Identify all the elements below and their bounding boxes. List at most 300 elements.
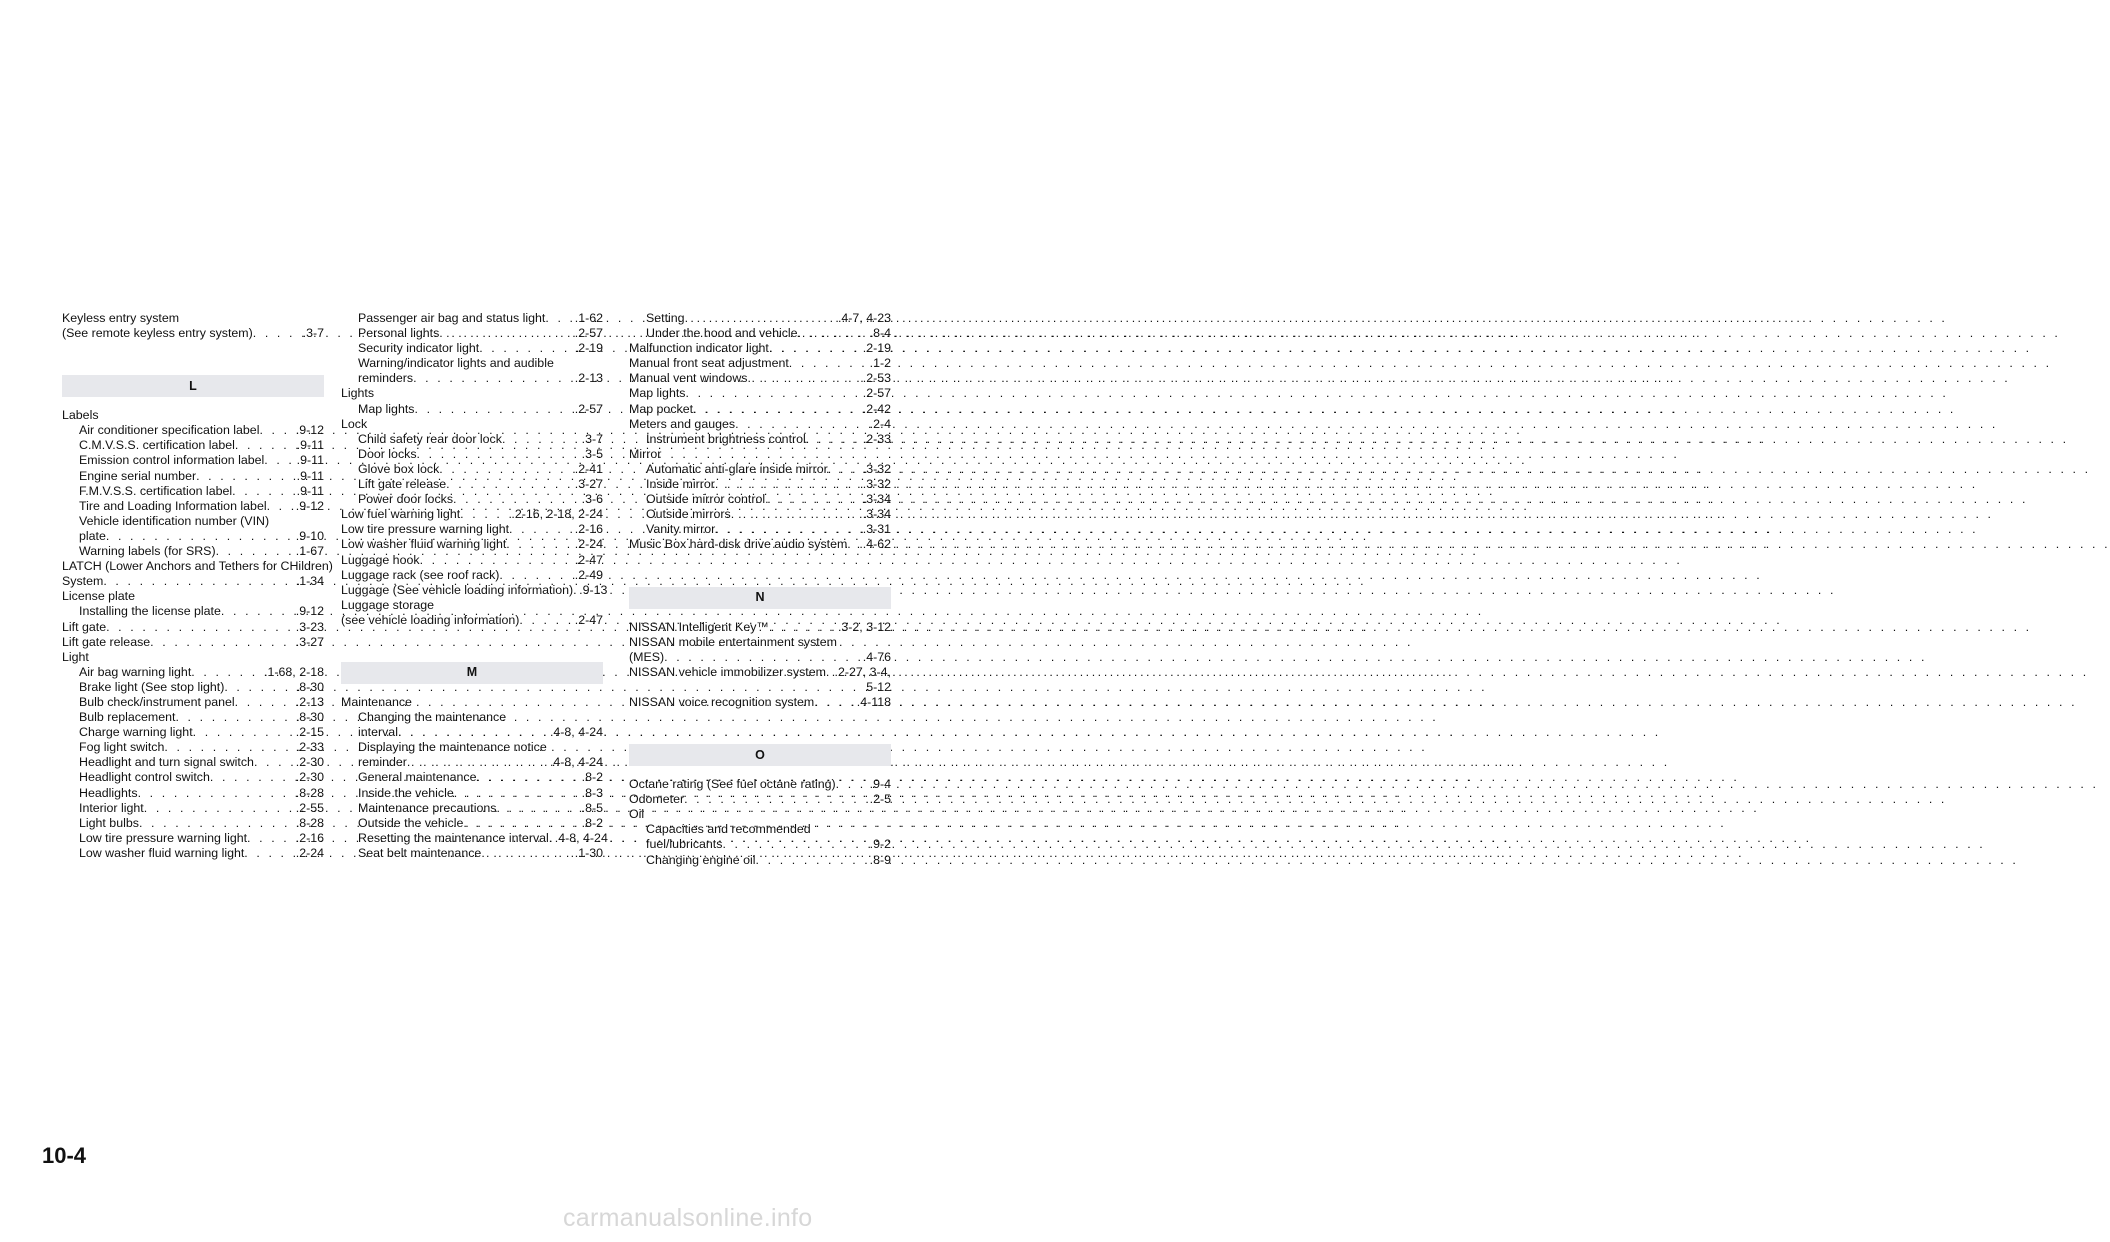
page-reference: .9-11	[296, 483, 324, 498]
index-column-1	[62, 311, 333, 861]
page-reference: .4-62	[862, 537, 891, 552]
entry-text: Maintenance precautions	[358, 800, 497, 815]
index-entry	[341, 402, 603, 417]
index-entry	[629, 837, 891, 852]
index-heading	[62, 514, 324, 529]
index-entry	[341, 816, 603, 831]
entry-text: Luggage storage	[341, 597, 435, 612]
entry-text: Vehicle identification number (VIN)	[79, 513, 270, 528]
entry-text: reminder	[358, 755, 407, 770]
dot-leader	[814, 695, 857, 710]
index-entry	[341, 326, 603, 341]
page-reference: .2-30	[295, 770, 324, 785]
index-entry	[62, 665, 324, 680]
dot-leader	[191, 665, 264, 680]
page-reference: .2-55	[295, 800, 324, 815]
dot-leader	[460, 507, 511, 522]
entry-text: General maintenance	[358, 770, 477, 785]
entry-text: reminders	[358, 371, 414, 386]
page-reference: .2-30	[295, 755, 324, 770]
dot-leader	[506, 537, 574, 552]
dot-leader	[164, 740, 295, 755]
page-reference: .9-11	[296, 453, 324, 468]
index-entry	[629, 371, 891, 386]
page-reference: .9-12	[295, 423, 324, 438]
index-entry	[629, 462, 891, 477]
index-entry	[341, 492, 603, 507]
index-heading	[341, 710, 603, 725]
page-reference: .2-4	[869, 416, 891, 431]
dot-leader	[509, 522, 575, 537]
index-heading	[62, 559, 333, 574]
index-entry	[62, 695, 324, 710]
page-reference: .9-12	[295, 604, 324, 619]
page-reference: .3-27	[295, 634, 324, 649]
dot-leader	[414, 402, 574, 417]
entry-text: Interior light	[79, 800, 144, 815]
dot-leader	[439, 326, 574, 341]
dot-leader	[769, 341, 863, 356]
dot-leader	[836, 777, 870, 792]
index-entry	[341, 462, 603, 477]
index-entry	[341, 522, 603, 537]
entry-text: Low washer fluid warning light	[79, 845, 245, 860]
entry-text: Mirror	[629, 446, 662, 461]
page-reference: .1-67	[295, 544, 324, 559]
entry-text: Low tire pressure warning light	[79, 830, 248, 845]
entry-text: Maintenance	[341, 694, 412, 709]
entry-text: F.M.V.S.S. certification label	[79, 483, 233, 498]
index-entry	[341, 432, 603, 447]
page-reference: .4-118	[856, 694, 891, 709]
entry-text: Map lights	[358, 401, 415, 416]
page-reference: .3-27	[574, 477, 603, 492]
page-reference: .2-16, 2-18, 2-24	[511, 507, 603, 522]
entry-text: Light	[62, 649, 89, 664]
index-entry	[62, 544, 324, 559]
index-entry	[62, 438, 324, 453]
entry-text: Inside the vehicle	[358, 785, 454, 800]
page-reference: .9-11	[296, 468, 324, 483]
index-entry	[62, 831, 324, 846]
index-column-3	[629, 311, 891, 868]
page-reference: .8-30	[295, 679, 324, 694]
dot-leader	[247, 831, 296, 846]
entry-text: Installing the license plate	[79, 604, 221, 619]
entry-text: Warning/indicator lights and audible	[358, 356, 554, 371]
page-reference: .2-16	[574, 522, 603, 537]
entry-text: Child safety rear door lock	[358, 431, 502, 446]
entry-text: Passenger air bag and status light	[358, 311, 546, 325]
entry-text: Seat belt maintenance	[358, 845, 482, 860]
entry-text: Low tire pressure warning light	[341, 522, 510, 537]
dot-leader	[417, 447, 582, 462]
entry-text: (MES)	[629, 649, 665, 664]
dot-leader	[216, 544, 296, 559]
index-heading	[62, 408, 324, 423]
dot-leader	[664, 650, 863, 665]
page-reference: .2-5	[869, 792, 891, 807]
entry-text: Personal lights	[358, 326, 440, 341]
dot-leader	[765, 492, 863, 507]
page-reference: .4-8, 4-24	[554, 830, 608, 845]
entry-text: Changing the maintenance	[358, 710, 507, 725]
index-entry	[341, 786, 603, 801]
index-heading	[629, 635, 891, 650]
index-entry	[62, 620, 324, 635]
index-entry	[62, 423, 324, 438]
index-entry	[62, 770, 324, 785]
section-letter-header: O	[629, 744, 891, 766]
page-reference: .2-16	[295, 830, 324, 845]
index-entry	[341, 801, 603, 816]
dot-leader	[756, 853, 870, 868]
entry-text: Warning labels (for SRS)	[79, 544, 216, 559]
page-reference: .1-68, 2-18	[264, 664, 324, 679]
entry-text: Octane rating (See fuel octane rating)	[629, 777, 836, 792]
page-reference: .1-30	[574, 845, 603, 860]
entry-text: Luggage (See vehicle loading information)	[341, 582, 574, 597]
index-entry	[629, 477, 891, 492]
index-heading	[341, 386, 603, 401]
index-entry	[341, 846, 603, 861]
page-reference: .2-15	[295, 725, 324, 740]
entry-text: fuel/lubricants	[646, 837, 723, 852]
dot-leader	[545, 311, 574, 326]
index-entry	[341, 553, 603, 568]
entry-text: (see vehicle loading information)	[341, 612, 520, 627]
section-letter-header: N	[629, 587, 891, 609]
page-reference: .8-28	[295, 815, 324, 830]
index-entry	[629, 650, 891, 665]
entry-text: Map lights	[629, 386, 686, 401]
index-entry	[341, 311, 603, 326]
index-entry	[629, 402, 891, 417]
dot-leader	[398, 725, 550, 740]
dot-leader	[235, 695, 296, 710]
dot-leader	[224, 680, 295, 695]
index-entry	[629, 665, 891, 680]
index-entry	[62, 755, 324, 770]
entry-text: Keyless entry system	[62, 311, 180, 325]
dot-leader	[453, 492, 582, 507]
index-entry	[629, 432, 891, 447]
index-entry	[629, 492, 891, 507]
entry-text: Light bulbs	[79, 815, 139, 830]
index-heading	[62, 650, 324, 665]
index-entry	[341, 537, 603, 552]
dot-leader	[175, 710, 295, 725]
page-reference: .3-5	[581, 446, 603, 461]
entry-text: C.M.V.S.S. certification label	[79, 438, 235, 453]
entry-text: Charge warning light	[79, 725, 193, 740]
entry-text: Low fuel warning light	[341, 507, 461, 522]
index-entry	[629, 507, 891, 522]
dot-leader	[420, 553, 575, 568]
index-entry	[62, 801, 324, 816]
dot-leader	[685, 386, 862, 401]
page-reference: .2-47	[574, 612, 603, 627]
dot-leader	[267, 499, 296, 514]
dot-leader	[499, 568, 574, 583]
page-reference: .2-19	[862, 341, 891, 356]
section-letter-header: M	[341, 662, 603, 684]
page-reference: .8-3	[581, 785, 603, 800]
entry-text: Tire and Loading Information label	[79, 498, 267, 513]
entry-text: Manual front seat adjustment	[629, 356, 789, 371]
page-reference: .2-33	[862, 431, 891, 446]
dot-leader	[747, 371, 862, 386]
index-entry	[62, 710, 324, 725]
dot-leader	[235, 438, 297, 453]
page-reference: .8-9	[869, 852, 891, 867]
page-reference: .2-13	[574, 371, 603, 386]
dot-leader	[715, 522, 862, 537]
entry-text: Vanity mirror	[646, 522, 716, 537]
index-entry	[341, 371, 603, 386]
entry-text: Low washer fluid warning light	[341, 537, 507, 552]
index-entry	[629, 341, 891, 356]
entry-text: Automatic anti-glare inside mirror	[646, 461, 828, 476]
page-reference: .2-53	[862, 371, 891, 386]
index-entry	[629, 620, 891, 635]
section-gap	[629, 553, 891, 577]
index-heading	[341, 740, 603, 755]
dot-leader	[253, 326, 303, 341]
index-entry	[62, 680, 324, 695]
entry-text: interval	[358, 725, 398, 740]
dot-leader	[103, 574, 295, 589]
page-number: 10-4	[42, 1143, 87, 1168]
index-entry	[629, 311, 891, 326]
index-entry	[62, 740, 324, 755]
index-entry	[629, 777, 891, 792]
page-reference: .3-6	[581, 492, 603, 507]
dot-leader	[454, 786, 582, 801]
index-entry	[341, 613, 603, 628]
index-entry	[62, 326, 324, 341]
index-entry	[62, 604, 324, 619]
entry-text: Odometer	[629, 792, 685, 807]
page-reference: .9-11	[296, 438, 324, 453]
page-reference: .3-31	[862, 522, 891, 537]
entry-text: Power door locks	[358, 492, 454, 507]
dot-leader	[138, 786, 296, 801]
index-heading	[341, 598, 603, 613]
index-heading	[629, 807, 891, 822]
watermark: carmanualsonline.info	[563, 1204, 813, 1232]
index-entry	[629, 537, 891, 552]
dot-leader	[715, 477, 863, 492]
index-entry	[341, 477, 603, 492]
index-heading	[62, 311, 324, 326]
index-entry	[62, 786, 324, 801]
page-reference: .9-13	[579, 582, 608, 597]
page-reference: .2-24	[295, 845, 324, 860]
dot-leader	[106, 620, 296, 635]
entry-text: Outside mirrors	[646, 507, 731, 522]
entry-text: Luggage rack (see roof rack)	[341, 567, 500, 582]
dot-leader	[496, 801, 581, 816]
entry-text: Security indicator light	[358, 341, 480, 356]
index-entry	[341, 447, 603, 462]
entry-text: Air bag warning light	[79, 664, 192, 679]
entry-text: Lift gate release	[358, 477, 447, 492]
page-reference: .8-30	[295, 710, 324, 725]
index-entry	[341, 830, 608, 846]
entry-text: System	[62, 574, 104, 589]
entry-text: Instrument brightness control	[646, 431, 806, 446]
index-heading	[341, 417, 603, 432]
dot-leader	[798, 326, 870, 341]
index-entry	[341, 770, 603, 785]
index-entry	[62, 484, 324, 499]
dot-leader	[476, 770, 581, 785]
page-reference: .2-42	[862, 401, 891, 416]
dot-leader	[150, 635, 296, 650]
entry-text: Inside mirror	[646, 477, 715, 492]
index-entry	[341, 341, 603, 356]
dot-leader	[106, 529, 296, 544]
entry-text: Fog light switch	[79, 740, 165, 755]
entry-text: Capacities and recommended	[646, 822, 811, 837]
entry-text: 5-12	[866, 679, 891, 694]
index-entry	[629, 695, 891, 710]
entry-text: Meters and gauges	[629, 416, 736, 431]
entry-text: Brake light (See stop light)	[79, 679, 225, 694]
page-reference: .3-7	[302, 326, 324, 341]
dot-leader	[735, 417, 870, 432]
index-heading	[629, 447, 891, 462]
section-letter-header: L	[62, 375, 324, 397]
page-reference: .9-10	[295, 528, 324, 543]
index-entry	[341, 507, 603, 522]
index-entry	[62, 574, 324, 589]
entry-text: Bulb replacement	[79, 710, 176, 725]
index-entry	[62, 816, 324, 831]
dot-leader	[232, 484, 297, 499]
dot-leader	[789, 356, 870, 371]
entry-text: Lock	[341, 416, 368, 431]
entry-text: Music Box hard-disk drive audio system	[629, 537, 848, 552]
entry-text: Bulb check/instrument panel	[79, 694, 235, 709]
entry-text: Setting	[646, 311, 685, 325]
page-reference: .9-12	[295, 498, 324, 513]
section-gap	[62, 341, 324, 365]
entry-text: Lift gate	[62, 619, 107, 634]
entry-text: NISSAN vehicle immobilizer system	[629, 664, 826, 679]
dot-leader	[693, 402, 863, 417]
dot-leader	[210, 770, 296, 785]
index-entry	[629, 792, 891, 807]
dot-leader	[244, 846, 295, 861]
dot-leader	[259, 423, 295, 438]
index-heading	[629, 822, 891, 837]
index-heading	[62, 589, 324, 604]
entry-text: Door locks	[358, 446, 417, 461]
dot-leader	[806, 432, 863, 447]
index-entry	[629, 386, 891, 401]
entry-text: Malfunction indicator light	[629, 341, 769, 356]
entry-text: Engine serial number	[79, 468, 197, 483]
entry-text: Changing engine oil	[646, 852, 756, 867]
entry-text: Emission control information label	[79, 453, 265, 468]
entry-text: Air conditioner specification label	[79, 423, 260, 438]
entry-text: Lift gate release	[62, 634, 151, 649]
page-reference: .4-7, 4-23	[837, 311, 891, 325]
page-reference: .4-8, 4-24	[549, 755, 603, 770]
entry-text: Headlight control switch	[79, 770, 210, 785]
dot-leader	[139, 816, 296, 831]
dot-leader	[519, 613, 574, 628]
page-reference: .9-2	[869, 837, 891, 852]
page-reference: .4-8, 4-24	[549, 725, 603, 740]
dot-leader	[847, 537, 862, 552]
entry-text: NISSAN mobile entertainment system	[629, 634, 837, 649]
page-reference: .2-47	[574, 552, 603, 567]
dot-leader	[502, 432, 582, 447]
dot-leader	[731, 507, 863, 522]
entry-text: Displaying the maintenance notice	[358, 740, 547, 755]
entry-text: NISSAN Intelligent Key™	[629, 619, 769, 634]
dot-leader	[221, 604, 296, 619]
index-column-2	[341, 311, 608, 861]
dot-leader	[446, 477, 575, 492]
index-entry	[62, 469, 324, 484]
entry-text: Glove box lock	[358, 461, 440, 476]
section-gap	[629, 710, 891, 734]
entry-text: (See remote keyless entry system)	[62, 326, 253, 341]
index-entry	[629, 356, 891, 371]
dot-leader	[264, 453, 296, 468]
dot-leader	[685, 311, 838, 326]
entry-text: License plate	[62, 589, 136, 604]
index-entry	[341, 568, 603, 583]
entry-text: Lights	[341, 386, 375, 401]
page-reference: .3-34	[862, 507, 891, 522]
entry-text: plate	[79, 528, 106, 543]
entry-text: Manual vent windows	[629, 371, 748, 386]
page-reference: .1-2	[869, 356, 891, 371]
page-reference: .3-2, 3-12	[837, 619, 891, 634]
page-reference: .3-32	[862, 461, 891, 476]
entry-text: Outside mirror control	[646, 492, 766, 507]
dot-leader	[196, 469, 297, 484]
dot-leader	[439, 462, 574, 477]
page-reference: .8-28	[295, 785, 324, 800]
index-entry	[629, 522, 891, 537]
page-reference: .2-57	[862, 386, 891, 401]
index-entry	[629, 417, 891, 432]
dot-leader	[684, 792, 870, 807]
page-reference: .8-5	[581, 800, 603, 815]
index-entry	[341, 755, 603, 770]
index-entry	[62, 635, 324, 650]
dot-leader	[413, 371, 575, 386]
page-reference: .8-2	[581, 815, 603, 830]
entry-text: Labels	[62, 408, 99, 423]
page-reference: .2-13	[295, 694, 324, 709]
page-reference: .8-2	[581, 770, 603, 785]
index-heading	[341, 356, 603, 371]
dot-leader	[144, 801, 296, 816]
dot-leader	[479, 341, 575, 356]
entry-text: LATCH (Lower Anchors and Tethers for CHildren)	[62, 559, 333, 574]
index-heading	[341, 695, 603, 710]
dot-leader	[481, 846, 574, 861]
page-reference: .3-34	[862, 492, 891, 507]
dot-leader	[722, 837, 869, 852]
